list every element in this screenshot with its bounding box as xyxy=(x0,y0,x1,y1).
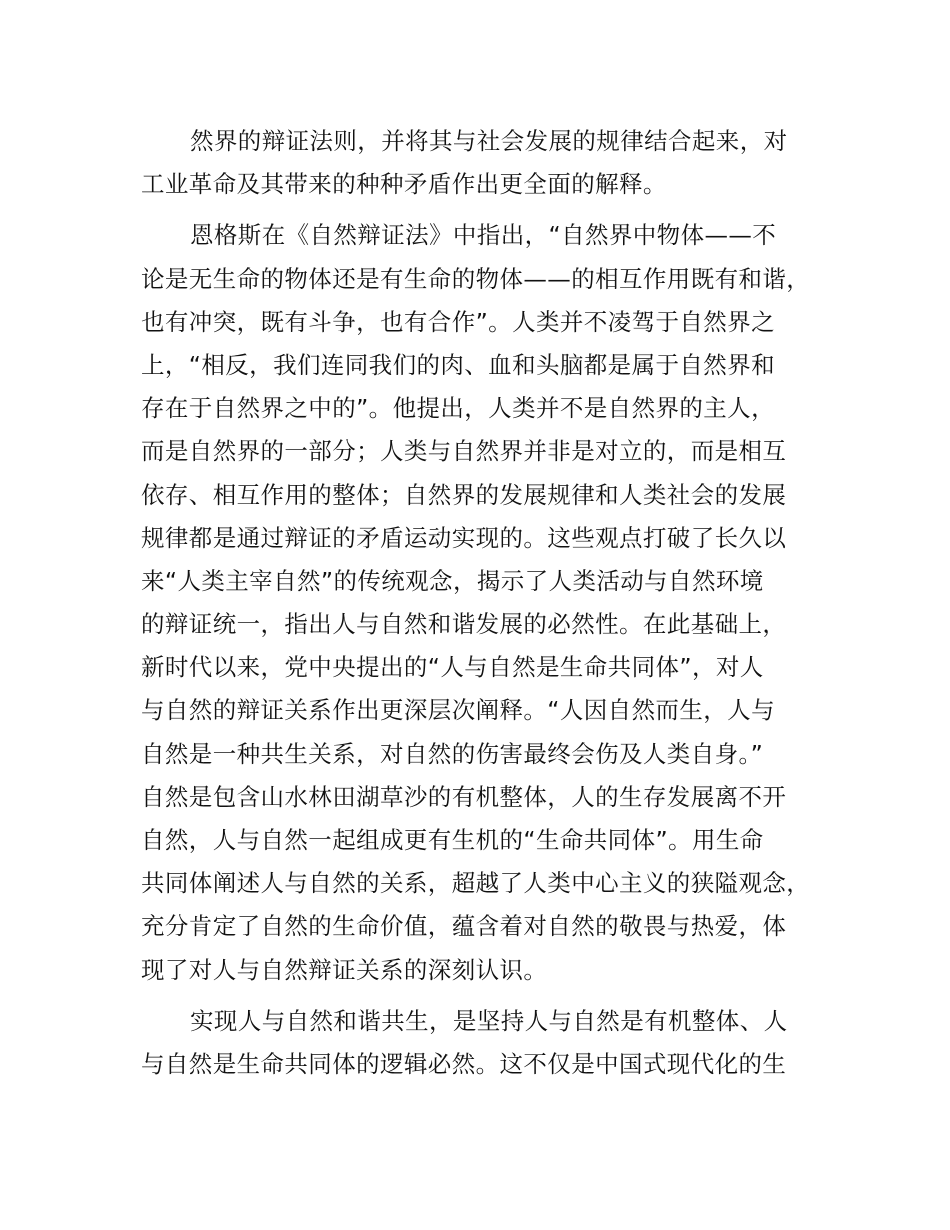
text-line: 上，“相反，我们连同我们的肉、血和头脑都是属于自然界和 xyxy=(141,350,775,379)
text-line: 规律都是通过辩证的矛盾运动实现的。这些观点打破了长久以 xyxy=(141,523,787,552)
text-line: 自然是一种共生关系，对自然的伤害最终会伤及人类自身。” xyxy=(141,739,764,768)
text-line: 存在于自然界之中的”。他提出，人类并不是自然界的主人， xyxy=(141,394,775,423)
text-line: 然界的辩证法则，并将其与社会发展的规律结合起来，对 xyxy=(190,127,788,155)
paragraph-gap xyxy=(141,992,833,1000)
text-line: 与自然是生命共同体的逻辑必然。这不仅是中国式现代化的生 xyxy=(141,1049,787,1078)
paragraph-3 xyxy=(141,1000,833,1086)
text-line: 共同体阐述人与自然的关系，超越了人类中心主义的狭隘观念， xyxy=(141,869,811,898)
text-line: 也有冲突，既有斗争，也有合作”。人类并不凌驾于自然界之 xyxy=(141,307,775,336)
paragraph-2 xyxy=(141,214,833,991)
text-line: 充分肯定了自然的生命价值，蕴含着对自然的敬畏与热爱，体 xyxy=(141,912,787,941)
text-line: 的辩证统一，指出人与自然和谐发展的必然性。在此基础上， xyxy=(141,610,787,639)
text-line: 依存、相互作用的整体；自然界的发展规律和人类社会的发展 xyxy=(141,480,787,509)
text-line: 论是无生命的物体还是有生命的物体——的相互作用既有和谐， xyxy=(141,264,811,293)
text-line: 自然是包含山水林田湖草沙的有机整体，人的生存发展离不开 xyxy=(141,782,787,811)
text-line: 实现人与自然和谐共生，是坚持人与自然是有机整体、人 xyxy=(190,1006,788,1035)
paragraph-gap xyxy=(141,206,833,214)
text-line: 工业革命及其带来的种种矛盾作出更全面的解释。 xyxy=(141,170,667,199)
text-line: 而是自然界的一部分；人类与自然界并非是对立的，而是相互 xyxy=(141,437,787,466)
document-page xyxy=(141,120,833,1086)
paragraph-1 xyxy=(141,120,833,206)
text-line: 自然，人与自然一起组成更有生机的“生命共同体”。用生命 xyxy=(141,826,764,854)
text-line: 与自然的辩证关系作出更深层次阐释。“人因自然而生，人与 xyxy=(141,696,775,725)
text-line: 来“人类主宰自然”的传统观念，揭示了人类活动与自然环境 xyxy=(141,566,764,595)
text-line: 现了对人与自然辩证关系的深刻认识。 xyxy=(141,955,548,984)
text-line: 新时代以来，党中央提出的“人与自然是生命共同体”，对人 xyxy=(141,653,764,682)
text-line: 恩格斯在《自然辩证法》中指出，“自然界中物体——不 xyxy=(190,221,777,250)
